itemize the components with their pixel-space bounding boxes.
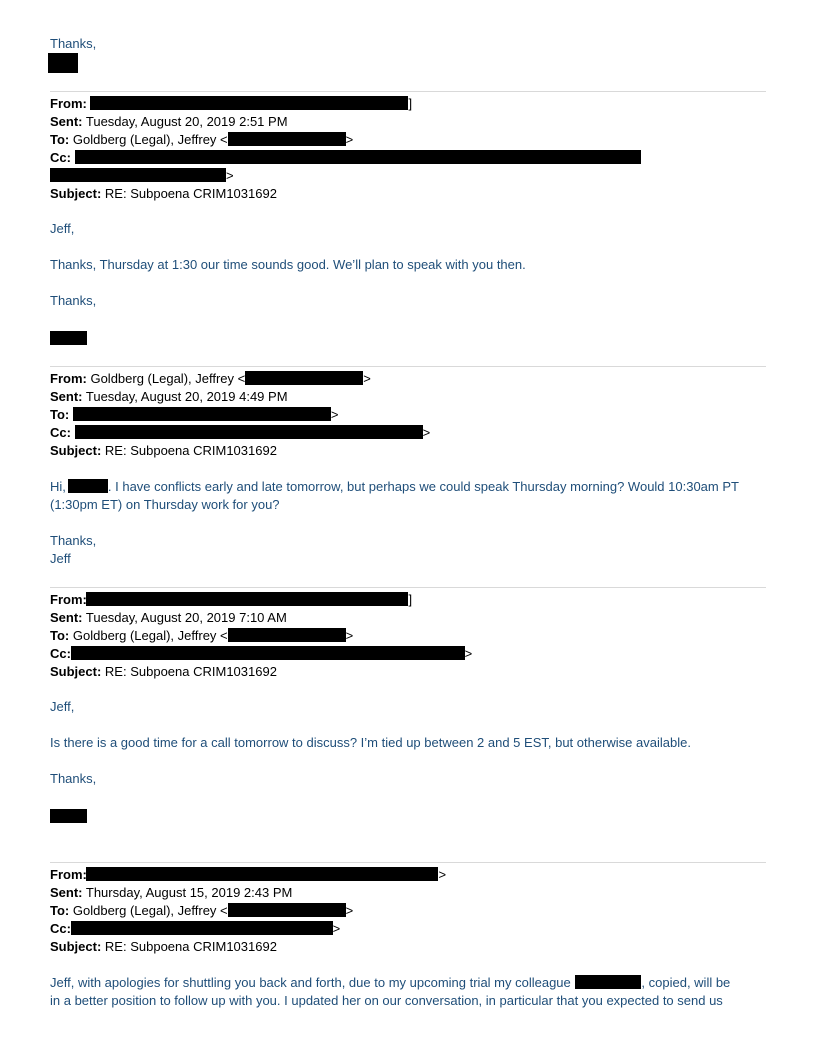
- email1-subject: [50, 185, 277, 203]
- sent-label: Sent:: [50, 114, 83, 129]
- email3-subject: [50, 663, 277, 681]
- sent-date: Tuesday, August 20, 2019 2:51 PM: [85, 114, 288, 129]
- redacted-email: [245, 371, 363, 385]
- top-closing: Thanks,: [50, 36, 97, 51]
- redacted-email: [228, 132, 346, 146]
- email4-subject: [50, 938, 277, 956]
- email1-cc-line2: [50, 167, 234, 185]
- to-suffix: >: [330, 407, 339, 422]
- redacted-signature: [50, 809, 87, 823]
- email1-cc: [50, 149, 641, 167]
- email2-sent: [50, 388, 288, 406]
- subject-text: RE: Subpoena CRIM1031692: [104, 939, 277, 954]
- redacted-cc: [75, 425, 423, 439]
- to-label: To:: [50, 132, 70, 147]
- to-recipient: Goldberg (Legal), Jeffrey <: [72, 132, 228, 147]
- redacted-sender: [86, 867, 438, 881]
- email3-to: [50, 627, 353, 645]
- redacted-sender: [90, 96, 408, 110]
- cc-suffix: >: [422, 425, 431, 440]
- redacted-to: [73, 407, 331, 421]
- sent-date: Thursday, August 15, 2019 2:43 PM: [85, 885, 293, 900]
- redacted-cc: [75, 150, 641, 164]
- from-sender: Goldberg (Legal), Jeffrey <: [90, 371, 246, 386]
- email2-closing: Thanks,: [50, 533, 97, 548]
- cc-suffix: >: [332, 921, 341, 936]
- email3-cc: [50, 645, 472, 663]
- body-line1-a: Jeff, with apologies for shuttling you back and forth, due to my upcoming trial my colleague: [50, 975, 571, 990]
- divider: [50, 91, 766, 92]
- from-suffix: ]: [408, 592, 413, 607]
- cc-label: Cc:: [50, 921, 71, 936]
- subject-text: RE: Subpoena CRIM1031692: [104, 443, 277, 458]
- body-line1: . I have conflicts early and late tomorrow, but perhaps we could speak Thursday morning? Would 10:30am PT: [107, 479, 739, 494]
- email2-body-line2: (1:30pm ET) on Thursday work for you?: [50, 497, 280, 512]
- email4-body-line1: [50, 974, 730, 992]
- email1-to: [50, 131, 353, 149]
- from-label: From:: [50, 867, 87, 882]
- to-suffix: >: [345, 903, 354, 918]
- from-suffix: >: [363, 371, 371, 386]
- email2-to: [50, 406, 338, 424]
- redacted-signature: [50, 331, 87, 345]
- email4-sent: [50, 884, 292, 902]
- divider: [50, 862, 766, 863]
- to-suffix: >: [345, 132, 354, 147]
- subject-label: Subject:: [50, 443, 102, 458]
- divider: [50, 366, 766, 367]
- redacted-cc-cont: [50, 168, 226, 182]
- sent-label: Sent:: [50, 389, 83, 404]
- redacted-signature: [48, 53, 78, 73]
- redacted-cc: [71, 646, 465, 660]
- to-label: To:: [50, 628, 70, 643]
- email3-from: [50, 591, 412, 609]
- email2-from: [50, 370, 371, 388]
- email2-body-line1: [50, 478, 739, 496]
- cc-suffix: >: [226, 168, 234, 183]
- to-suffix: >: [345, 628, 354, 643]
- subject-label: Subject:: [50, 664, 102, 679]
- email1-body: Thanks, Thursday at 1:30 our time sounds good. We’ll plan to speak with you then.: [50, 257, 526, 272]
- redacted-sender: [86, 592, 408, 606]
- to-label: To:: [50, 903, 70, 918]
- cc-label: Cc:: [50, 150, 71, 165]
- email3-body: Is there is a good time for a call tomorrow to discuss? I’m tied up between 2 and 5 EST, but otherwise available.: [50, 735, 691, 750]
- email3-closing: Thanks,: [50, 771, 97, 786]
- email1-greeting: Jeff,: [50, 221, 75, 236]
- subject-text: RE: Subpoena CRIM1031692: [104, 186, 277, 201]
- subject-label: Subject:: [50, 939, 102, 954]
- cc-label: Cc:: [50, 425, 71, 440]
- body-line1-b: , copied, will be: [641, 975, 731, 990]
- to-recipient: Goldberg (Legal), Jeffrey <: [72, 903, 228, 918]
- redacted-email: [228, 903, 346, 917]
- from-label: From:: [50, 592, 87, 607]
- sent-label: Sent:: [50, 885, 83, 900]
- email4-body-line2: in a better position to follow up with you. I updated her on our conversation, in particular that you expected to send us: [50, 993, 723, 1008]
- body-hi: Hi,: [50, 479, 66, 494]
- email3-sent: [50, 609, 287, 627]
- email4-cc: [50, 920, 340, 938]
- email1-closing: Thanks,: [50, 293, 97, 308]
- email2-subject: [50, 442, 277, 460]
- to-label: To:: [50, 407, 70, 422]
- email1-from: [50, 95, 412, 113]
- email1-sent: [50, 113, 288, 131]
- redacted-colleague: [575, 975, 641, 989]
- subject-label: Subject:: [50, 186, 102, 201]
- from-suffix: ]: [408, 96, 413, 111]
- email4-from: [50, 866, 446, 884]
- redacted-email: [228, 628, 346, 642]
- cc-label: Cc:: [50, 646, 71, 661]
- sent-label: Sent:: [50, 610, 83, 625]
- to-recipient: Goldberg (Legal), Jeffrey <: [72, 628, 228, 643]
- from-label: From:: [50, 96, 87, 111]
- email2-cc: [50, 424, 430, 442]
- email3-greeting: Jeff,: [50, 699, 75, 714]
- sent-date: Tuesday, August 20, 2019 4:49 PM: [85, 389, 288, 404]
- email4-to: [50, 902, 353, 920]
- cc-suffix: >: [464, 646, 473, 661]
- from-suffix: >: [438, 867, 447, 882]
- sent-date: Tuesday, August 20, 2019 7:10 AM: [85, 610, 287, 625]
- divider: [50, 587, 766, 588]
- redacted-cc: [71, 921, 333, 935]
- subject-text: RE: Subpoena CRIM1031692: [104, 664, 277, 679]
- redacted-name: [68, 479, 108, 493]
- from-label: From:: [50, 371, 87, 386]
- email2-signature: Jeff: [50, 551, 71, 566]
